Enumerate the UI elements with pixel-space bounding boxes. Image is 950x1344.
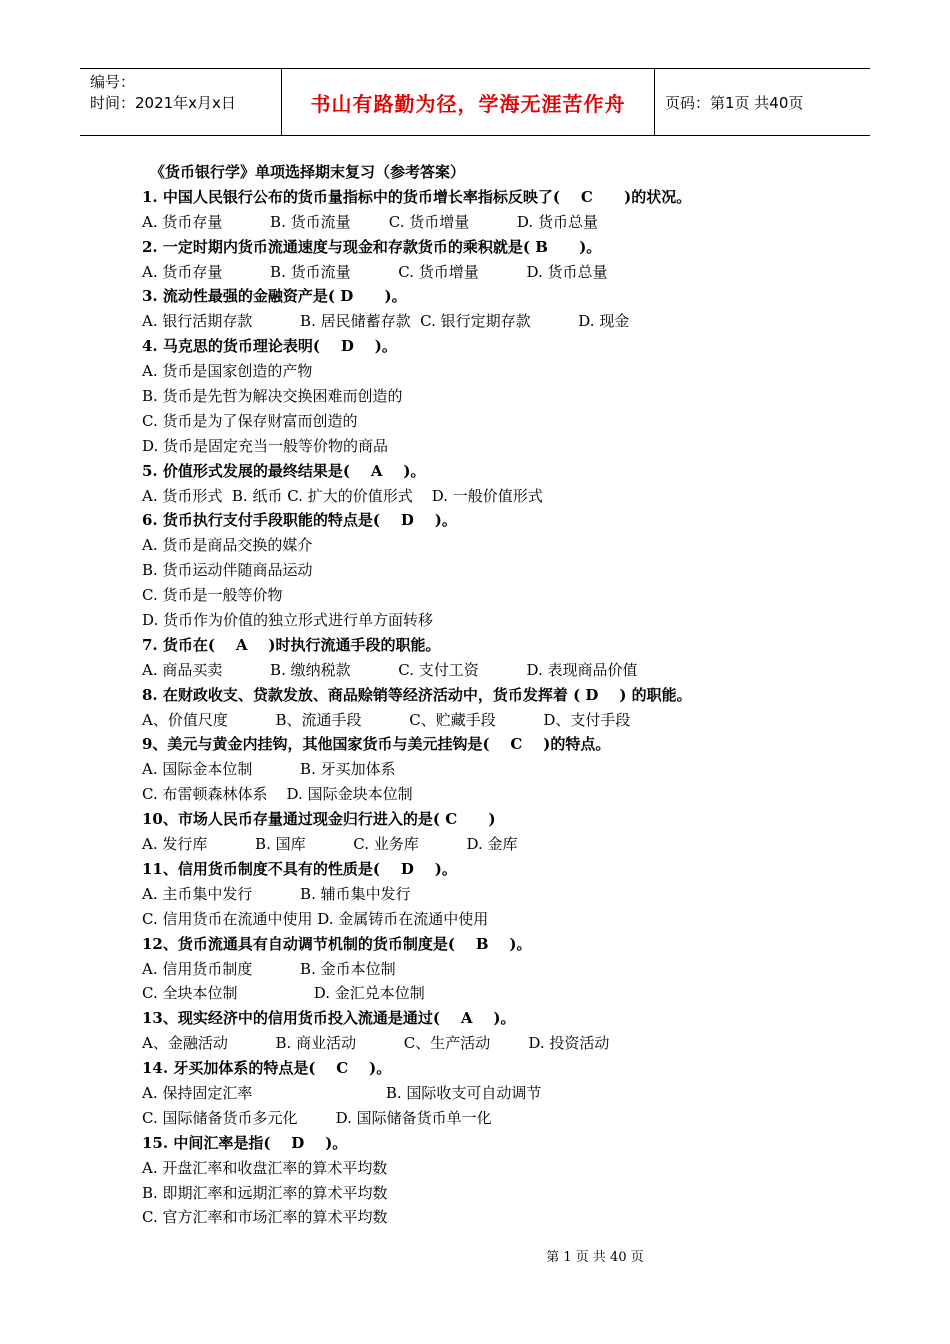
question-text: 7. 货币在( A )时执行流通手段的职能。 bbox=[142, 635, 441, 654]
question-text: 4. 马克思的货币理论表明( D )。 bbox=[142, 337, 397, 356]
option-text: A. 货币是商品交换的媒介 bbox=[142, 536, 313, 555]
page-header bbox=[80, 68, 870, 136]
option-text: A. 信用货币制度 B. 金币本位制 bbox=[142, 959, 396, 978]
document-number-label: 编号： bbox=[90, 73, 136, 91]
option-text: A. 货币形式 B. 纸币 C. 扩大的价值形式 D. 一般价值形式 bbox=[142, 486, 543, 505]
option-text: A. 货币是国家创造的产物 bbox=[142, 362, 313, 381]
option-text: A. 货币存量 B. 货币流量 C. 货币增量 D. 货币总量 bbox=[142, 262, 608, 281]
option-text: C. 信用货币在流通中使用 D. 金属铸币在流通中使用 bbox=[142, 909, 489, 928]
option-text: A. 货币存量 B. 货币流量 C. 货币增量 D. 货币总量 bbox=[142, 212, 598, 231]
question-list bbox=[142, 185, 842, 1230]
question-text: 3. 流动性最强的金融资产是( D )。 bbox=[142, 287, 407, 306]
question-text: 6. 货币执行支付手段职能的特点是( D )。 bbox=[142, 511, 457, 530]
question-text: 1. 中国人民银行公布的货币量指标中的货币增长率指标反映了( C )的状况。 bbox=[142, 187, 692, 206]
option-text: B. 货币是先哲为解决交换困难而创造的 bbox=[142, 387, 403, 406]
question-text: 10、市场人民币存量通过现金归行进入的是( C ) bbox=[142, 810, 496, 829]
option-text: A. 银行活期存款 B. 居民储蓄存款 C. 银行定期存款 D. 现金 bbox=[142, 312, 630, 331]
option-text: B. 货币运动伴随商品运动 bbox=[142, 561, 313, 580]
option-text: A. 主币集中发行 B. 辅币集中发行 bbox=[142, 884, 411, 903]
page-footer: 第 1 页 共 40 页 bbox=[546, 1250, 644, 1265]
option-text: C. 全块本位制 D. 金汇兑本位制 bbox=[142, 984, 425, 1003]
document-time-label: 时间：2021年x月x日 bbox=[90, 94, 236, 112]
option-text: A、金融活动 B. 商业活动 C、生产活动 D. 投资活动 bbox=[142, 1034, 610, 1053]
option-text: A. 发行库 B. 国库 C. 业务库 D. 金库 bbox=[142, 835, 518, 854]
option-text: A. 商品买卖 B. 缴纳税款 C. 支付工资 D. 表现商品价值 bbox=[142, 660, 638, 679]
option-text: A. 开盘汇率和收盘汇率的算术平均数 bbox=[142, 1158, 388, 1177]
option-text: D. 货币作为价值的独立形式进行单方面转移 bbox=[142, 611, 434, 630]
question-text: 13、现实经济中的信用货币投入流通是通过( A )。 bbox=[142, 1009, 516, 1028]
question-text: 8. 在财政收支、贷款发放、商品赊销等经济活动中，货币发挥着 ( D ) 的职能。 bbox=[142, 685, 692, 704]
question-text: 14. 牙买加体系的特点是( C )。 bbox=[142, 1059, 392, 1078]
question-text: 2. 一定时期内货币流通速度与现金和存款货币的乘积就是( B )。 bbox=[142, 237, 602, 256]
document-title: 《货币银行学》单项选择期末复习（参考答案） bbox=[150, 163, 466, 181]
question-text: 5. 价值形式发展的最终结果是( A )。 bbox=[142, 461, 426, 480]
question-text: 15. 中间汇率是指( D )。 bbox=[142, 1133, 348, 1152]
option-text: D. 货币是固定充当一般等价物的商品 bbox=[142, 436, 389, 455]
header-motto: 书山有路勤为径，学海无涯苦作舟 bbox=[282, 69, 655, 135]
question-text: 9、美元与黄金内挂钩，其他国家货币与美元挂钩是( C )的特点。 bbox=[142, 735, 611, 754]
header-page-code: 页码：第1页 共40页 bbox=[665, 93, 804, 112]
option-text: C. 官方汇率和市场汇率的算术平均数 bbox=[142, 1208, 388, 1227]
option-text: C. 国际储备货币多元化 D. 国际储备货币单一化 bbox=[142, 1108, 492, 1127]
option-text: C. 布雷顿森林体系 D. 国际金块本位制 bbox=[142, 785, 413, 804]
option-text: C. 货币是一般等价物 bbox=[142, 586, 283, 605]
header-meta bbox=[80, 69, 282, 135]
option-text: C. 货币是为了保存财富而创造的 bbox=[142, 411, 358, 430]
option-text: A、价值尺度 B、流通手段 C、贮藏手段 D、支付手段 bbox=[142, 710, 631, 729]
option-text: A. 国际金本位制 B. 牙买加体系 bbox=[142, 760, 396, 779]
option-text: B. 即期汇率和远期汇率的算术平均数 bbox=[142, 1183, 388, 1202]
question-text: 12、货币流通具有自动调节机制的货币制度是( B )。 bbox=[142, 934, 532, 953]
option-text: A. 保持固定汇率 B. 国际收支可自动调节 bbox=[142, 1083, 542, 1102]
question-text: 11、信用货币制度不具有的性质是( D )。 bbox=[142, 859, 457, 878]
document-body bbox=[142, 160, 842, 1230]
